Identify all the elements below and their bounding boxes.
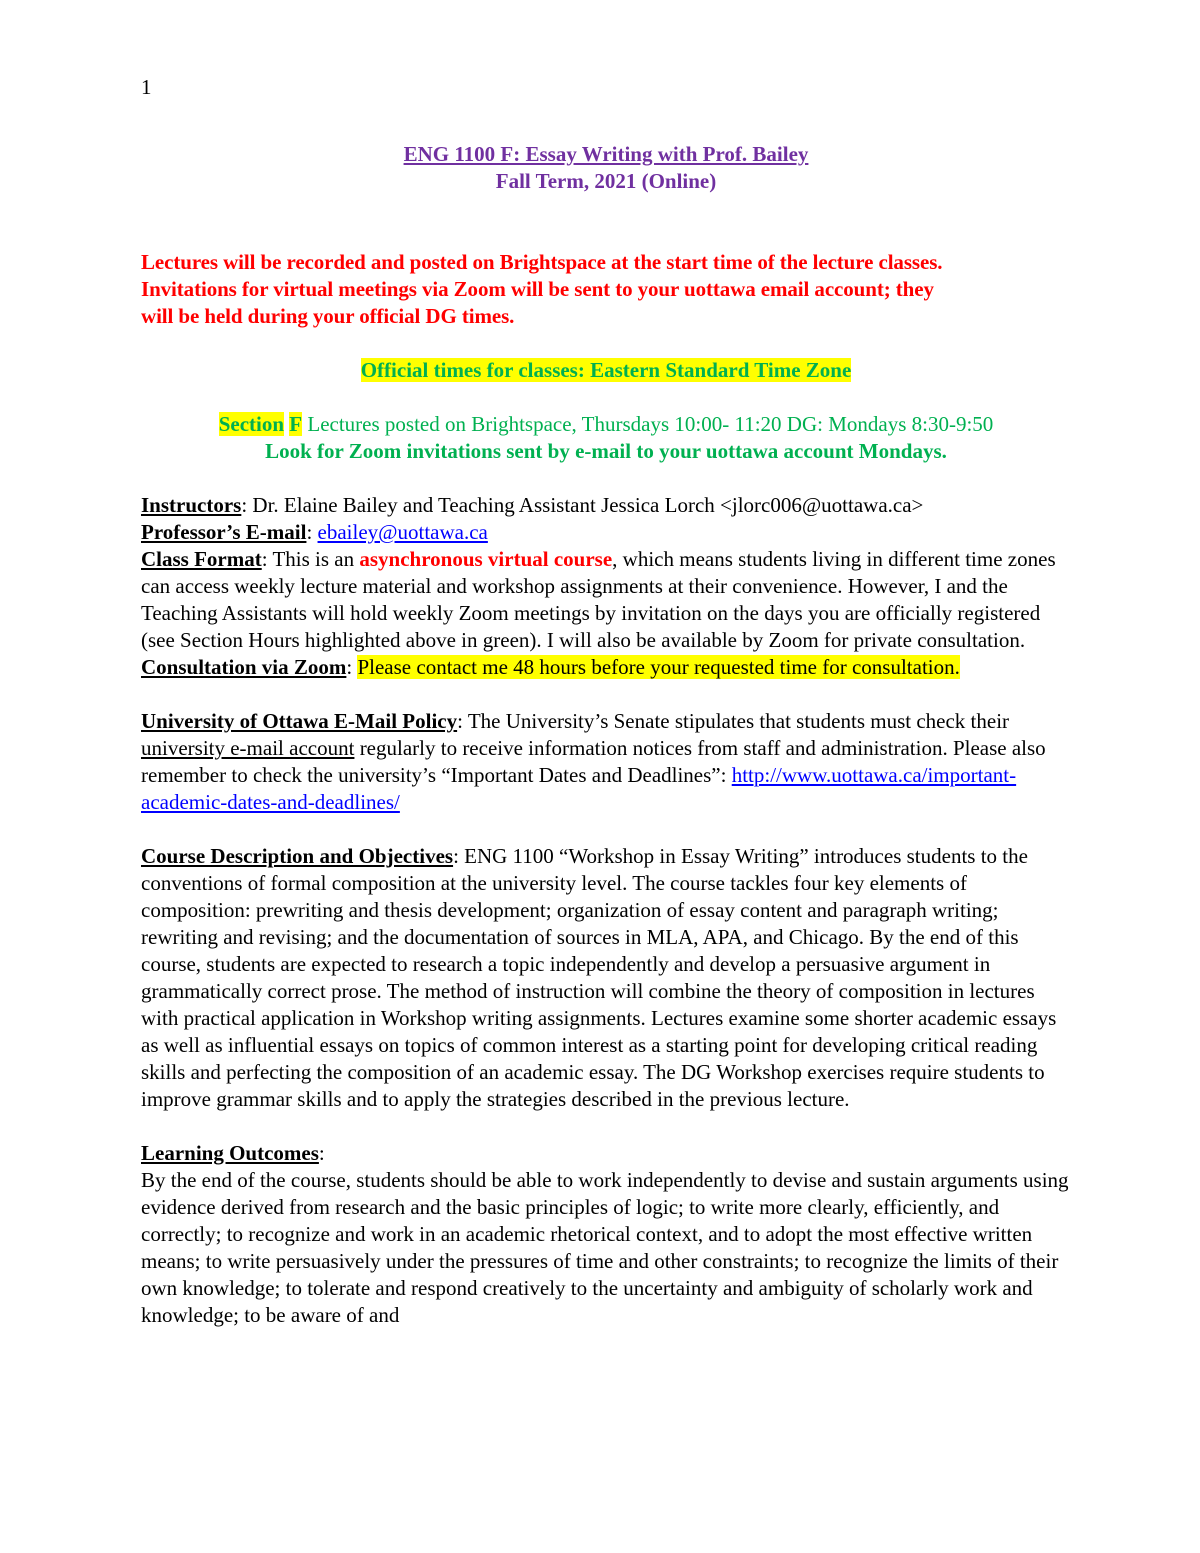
consultation-text: Please contact me 48 hours before your requested time for consultation. bbox=[357, 655, 960, 679]
important-dates-link[interactable]: http://www.uottawa.ca/important-academic-dates-and-deadlines/ bbox=[141, 763, 1017, 814]
official-times bbox=[141, 357, 1071, 384]
official-times-text: Official times for classes: Eastern Standard Time Zone bbox=[360, 358, 852, 382]
course-term: Fall Term, 2021 (Online) bbox=[495, 169, 717, 193]
email-policy-label: University of Ottawa E-Mail Policy bbox=[141, 709, 458, 733]
course-description-paragraph bbox=[141, 843, 1071, 1113]
consultation-label: Consultation via Zoom bbox=[141, 655, 347, 679]
learning-outcomes-text: By the end of the course, students should be able to work independently to devise and sustain arguments using evidence derived from research and the basic principles of logic; to write more clearly, efficiently, and correctly; to recognize and work in an academic rhetorical context, and to adopt the most effective written means; to write persuasively under the pressures of time and other constraints; to recognize the limits of their own knowledge; to tolerate and respond creatively to the uncertainty and ambiguity of scholarly work and knowledge; to be aware of and bbox=[141, 1168, 1069, 1327]
document-body bbox=[141, 141, 1071, 1329]
instructors-line bbox=[141, 492, 1071, 519]
email-line bbox=[141, 519, 1071, 546]
consultation-line bbox=[141, 654, 1071, 681]
class-format-emphasis: asynchronous virtual course bbox=[359, 547, 613, 571]
instructors-text: : Dr. Elaine Bailey and Teaching Assistant Jessica Lorch <jlorc006@uottawa.ca> bbox=[241, 493, 924, 517]
email-policy-text: regularly to receive information notices from staff and administration. Please also remember to check the university’s “Important Dates and Deadlines”: bbox=[141, 736, 1046, 787]
notice-line: will be held during your official DG times. bbox=[141, 304, 515, 328]
section-letter: F bbox=[289, 412, 303, 436]
learning-outcomes-heading bbox=[141, 1140, 1071, 1167]
instructors-label: Instructors bbox=[141, 493, 242, 517]
email-policy-paragraph bbox=[141, 708, 1071, 816]
course-description-label: Course Description and Objectives bbox=[141, 844, 454, 868]
email-sep: : bbox=[306, 520, 318, 544]
consultation-sep: : bbox=[346, 655, 358, 679]
class-format-paragraph bbox=[141, 546, 1071, 654]
course-title: ENG 1100 F: Essay Writing with Prof. Bailey bbox=[403, 142, 809, 166]
page-number: 1 bbox=[141, 75, 152, 99]
notice-line: Invitations for virtual meetings via Zoom will be sent to your uottawa email account; they bbox=[141, 277, 934, 301]
section-schedule bbox=[141, 411, 1071, 438]
class-format-text: , which means students living in different time zones can access weekly lecture material and workshop assignments at their convenience. However, I and the Teaching Assistants will hold weekly Zoom meetings by invitation on the days you are officially registered (see Section Hours highlighted above in green). I will also be available by Zoom for private consultation. bbox=[141, 547, 1056, 652]
notice-line: Lectures will be recorded and posted on Brightspace at the start time of the lecture classes. bbox=[141, 250, 943, 274]
learning-outcomes-label: Learning Outcomes bbox=[141, 1141, 319, 1165]
section-label: Section bbox=[218, 412, 285, 436]
recording-notice bbox=[141, 249, 1071, 330]
class-format-pre: : This is an bbox=[261, 547, 360, 571]
class-format-label: Class Format bbox=[141, 547, 262, 571]
course-description-text: : ENG 1100 “Workshop in Essay Writing” introduces students to the conventions of formal composition at the university level. The course tackles four key elements of composition: prewriting and thesis development; organization of essay content and paragraph writing; rewriting and revising; and the documentation of sources in MLA, APA, and Chicago. By the end of this course, students are expected to research a topic independently and develop a persuasive argument in grammatically correct prose. The method of instruction will combine the theory of composition in lectures with practical application in Workshop writing assignments. Lectures examine some shorter academic essays as well as influential essays on topics of common interest as a starting point for developing critical reading skills and perfecting the composition of an academic essay. The DG Workshop exercises require students to improve grammar skills and to apply the strategies described in the previous lecture. bbox=[141, 844, 1057, 1111]
zoom-invitation-note: Look for Zoom invitations sent by e-mail to your uottawa account Mondays. bbox=[265, 439, 947, 463]
professor-email-link[interactable]: ebailey@uottawa.ca bbox=[317, 520, 488, 544]
email-label: Professor’s E-mail bbox=[141, 520, 307, 544]
section-times: Lectures posted on Brightspace, Thursdays 10:00- 11:20 DG: Mondays 8:30-9:50 bbox=[307, 412, 994, 436]
learning-outcomes-sep: : bbox=[318, 1141, 325, 1165]
email-policy-underlined: university e-mail account bbox=[141, 736, 355, 760]
email-policy-pre: : The University’s Senate stipulates that students must check their bbox=[457, 709, 1010, 733]
